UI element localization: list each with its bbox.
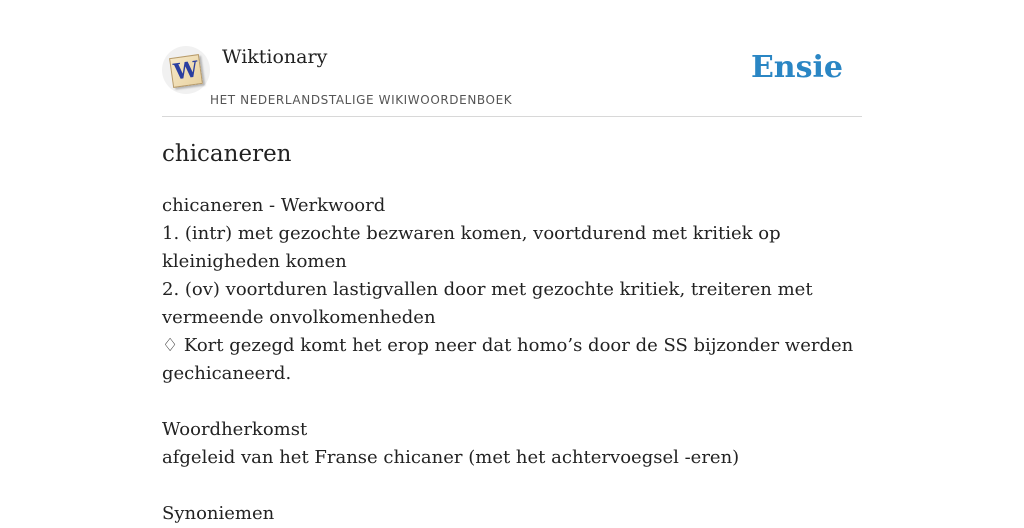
- ensie-brand-link[interactable]: Ensie: [750, 50, 843, 85]
- etymology-text: afgeleid van het Franse chicaner (met het achtervoegsel -eren): [162, 447, 740, 468]
- synonyms-heading: Synoniemen: [162, 503, 275, 524]
- site-tagline: HET NEDERLANDSTALIGE WIKIWOORDENBOEK: [210, 93, 513, 107]
- headword: chicaneren - Werkwoord: [162, 195, 386, 216]
- spacer: [162, 388, 862, 416]
- entry-content: [162, 192, 862, 528]
- site-header: [162, 40, 862, 117]
- logo-letter: W: [171, 56, 201, 86]
- etymology-heading: Woordherkomst: [162, 419, 308, 440]
- wiktionary-logo[interactable]: [162, 46, 210, 94]
- definition-2: 2. (ov) voortduren lastigvallen door met gezochte kritiek, treiteren met vermeende onvolkomenheden: [162, 279, 813, 328]
- spacer: [162, 472, 862, 500]
- definition-1: 1. (intr) met gezochte bezwaren komen, voortdurend met kritiek op kleinigheden komen: [162, 223, 781, 272]
- example-sentence: ♢ Kort gezegd komt het erop neer dat homo’s door de SS bijzonder werden gechicaneerd.: [162, 335, 854, 384]
- site-name[interactable]: Wiktionary: [222, 46, 328, 68]
- page-title: chicaneren: [162, 141, 292, 167]
- logo-tile-icon: [169, 54, 203, 88]
